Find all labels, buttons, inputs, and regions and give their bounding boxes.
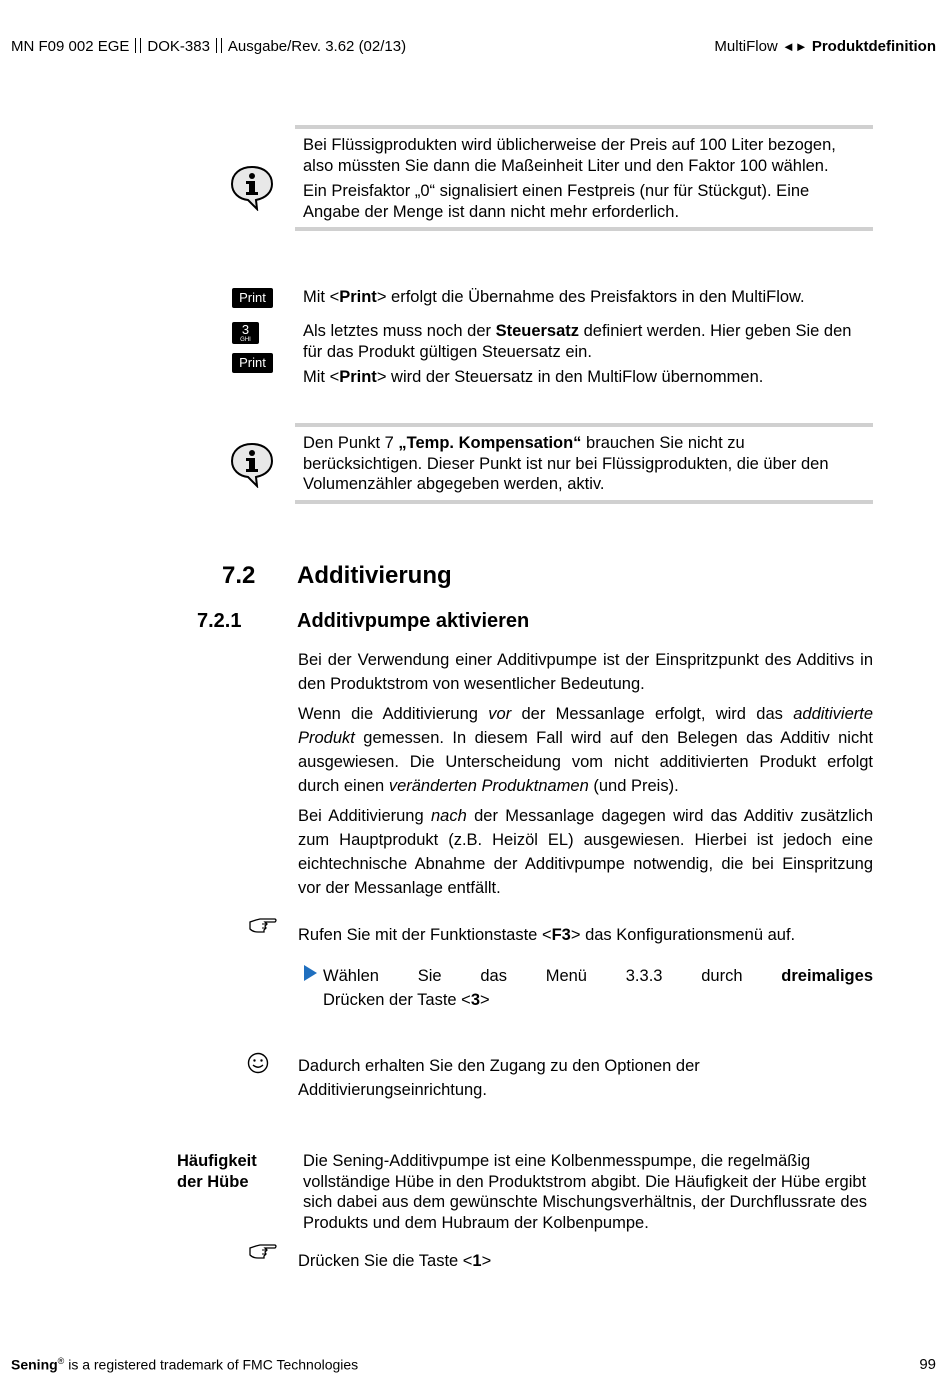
key-3-letters: GHI: [240, 337, 251, 343]
header-product: MultiFlow: [714, 38, 778, 55]
footer-trademark: Sening® is a registered trademark of FMC Technologies: [11, 1356, 359, 1373]
step-tax-print: Mit <Print> wird der Steuersatz in den MultiFlow übernommen.: [303, 368, 764, 386]
header-section: Produktdefinition: [811, 38, 936, 55]
doc-revision: Ausgabe/Rev. 3.62 (02/13): [227, 38, 407, 55]
result-text: Dadurch erhalten Sie den Zugang zu den Optionen der Additivierungseinrichtung.: [298, 1057, 700, 1099]
instruction-key-1: Drücken Sie die Taste <1>: [298, 1252, 492, 1270]
side-label: Häufigkeit der Hübe: [177, 1152, 257, 1191]
step-tax-rate: Als letztes muss noch der Steuersatz definiert werden. Hier geben Sie den für das Produkt gültigen Steuersatz ein.: [303, 322, 852, 361]
print-key-icon: Print: [232, 288, 273, 308]
subsection-title: Additivpumpe aktivieren: [297, 610, 530, 632]
step-print-price-factor: Mit <Print> erfolgt die Übernahme des Preisfaktors in den MultiFlow.: [303, 288, 805, 306]
info-icon: [229, 440, 275, 488]
triangle-bullet-icon: [303, 965, 317, 986]
doc-id: DOK-383: [147, 38, 210, 55]
page-number: 99: [919, 1356, 936, 1373]
note-text: Den Punkt 7 „Temp. Kompensation“ brauchen Sie nicht zu berücksichtigen. Dieser Punkt ist nur bei Flüssigprodukten, die über den Volumenzähler abgegeben werden, aktiv.: [303, 434, 829, 493]
smiley-icon: [247, 1052, 269, 1074]
subsection-number: 7.2.1: [197, 610, 242, 632]
paragraph: Wenn die Additivierung vor der Messanlage erfolgt, wird das additivierte Produkt gemessen. In diesem Fall wird auf den Belegen das Additiv nicht ausgewiesen. Die Unterscheidung vom nicht additivierten Produkt erfolgt durch einen veränderten Produktnamen (und Preis).: [298, 705, 874, 795]
paragraph-stroke-frequency: Die Sening-Additivpumpe ist eine Kolbenmesspumpe, die regelmäßig vollständige Hübe in den Produktstrom abgibt. Die Häufigkeit der Hübe ergibt sich dabei aus dem gewünschte Mischungsverhältnis, der Durchflussrate des Produkts und dem Hubraum der Kolbenpumpe.: [303, 1152, 868, 1232]
section-title: Additivierung: [297, 562, 452, 589]
note-text: Bei Flüssigprodukten wird üblicherweise der Preis auf 100 Liter bezogen, also müssten Sie dann die Maßeinheit Liter und den Faktor 100 wählen.: [303, 136, 836, 175]
section-number: 7.2: [222, 562, 256, 589]
header-section-info: [714, 38, 936, 55]
info-note-temp-compensation: [295, 423, 873, 504]
step-select-menu: Wählen Sie das Menü 3.3.3 durch dreimaliges Drücken der Taste <3>: [323, 967, 873, 1009]
note-text: Ein Preisfaktor „0“ signalisiert einen Festpreis (nur für Stückgut). Eine Angabe der Menge ist dann nicht mehr erforderlich.: [303, 182, 810, 221]
key-3-icon: [232, 322, 259, 344]
paragraph: Bei der Verwendung einer Additivpumpe ist der Einspritzpunkt des Additivs in den Produktstrom von wesentlicher Bedeutung.: [298, 651, 873, 693]
instruction-f3: Rufen Sie mit der Funktionstaste <F3> das Konfigurationsmenü auf.: [298, 926, 796, 944]
info-icon: [229, 163, 275, 211]
header-arrows: ◄►: [781, 39, 808, 54]
pointing-hand-icon: [248, 916, 278, 936]
separator: [216, 38, 222, 53]
doc-number: MN F09 002 EGE: [11, 38, 130, 55]
paragraph: Bei Additivierung nach der Messanlage dagegen wird das Additiv zusätzlich zum Hauptprodukt (z.B. Heizöl EL) ausgewiesen. Hierbei ist jedoch eine eichtechnische Abnahme der Additivpumpe notwendig, die bei Einspritzung vor der Messanlage entfällt.: [298, 807, 873, 897]
info-note-price-factor: [295, 125, 873, 231]
print-key-icon: Print: [232, 353, 273, 373]
key-3-number: 3: [241, 322, 250, 337]
body-text: [298, 648, 873, 906]
header-doc-info: [11, 38, 406, 55]
separator: [135, 38, 141, 53]
pointing-hand-icon: [248, 1242, 278, 1262]
